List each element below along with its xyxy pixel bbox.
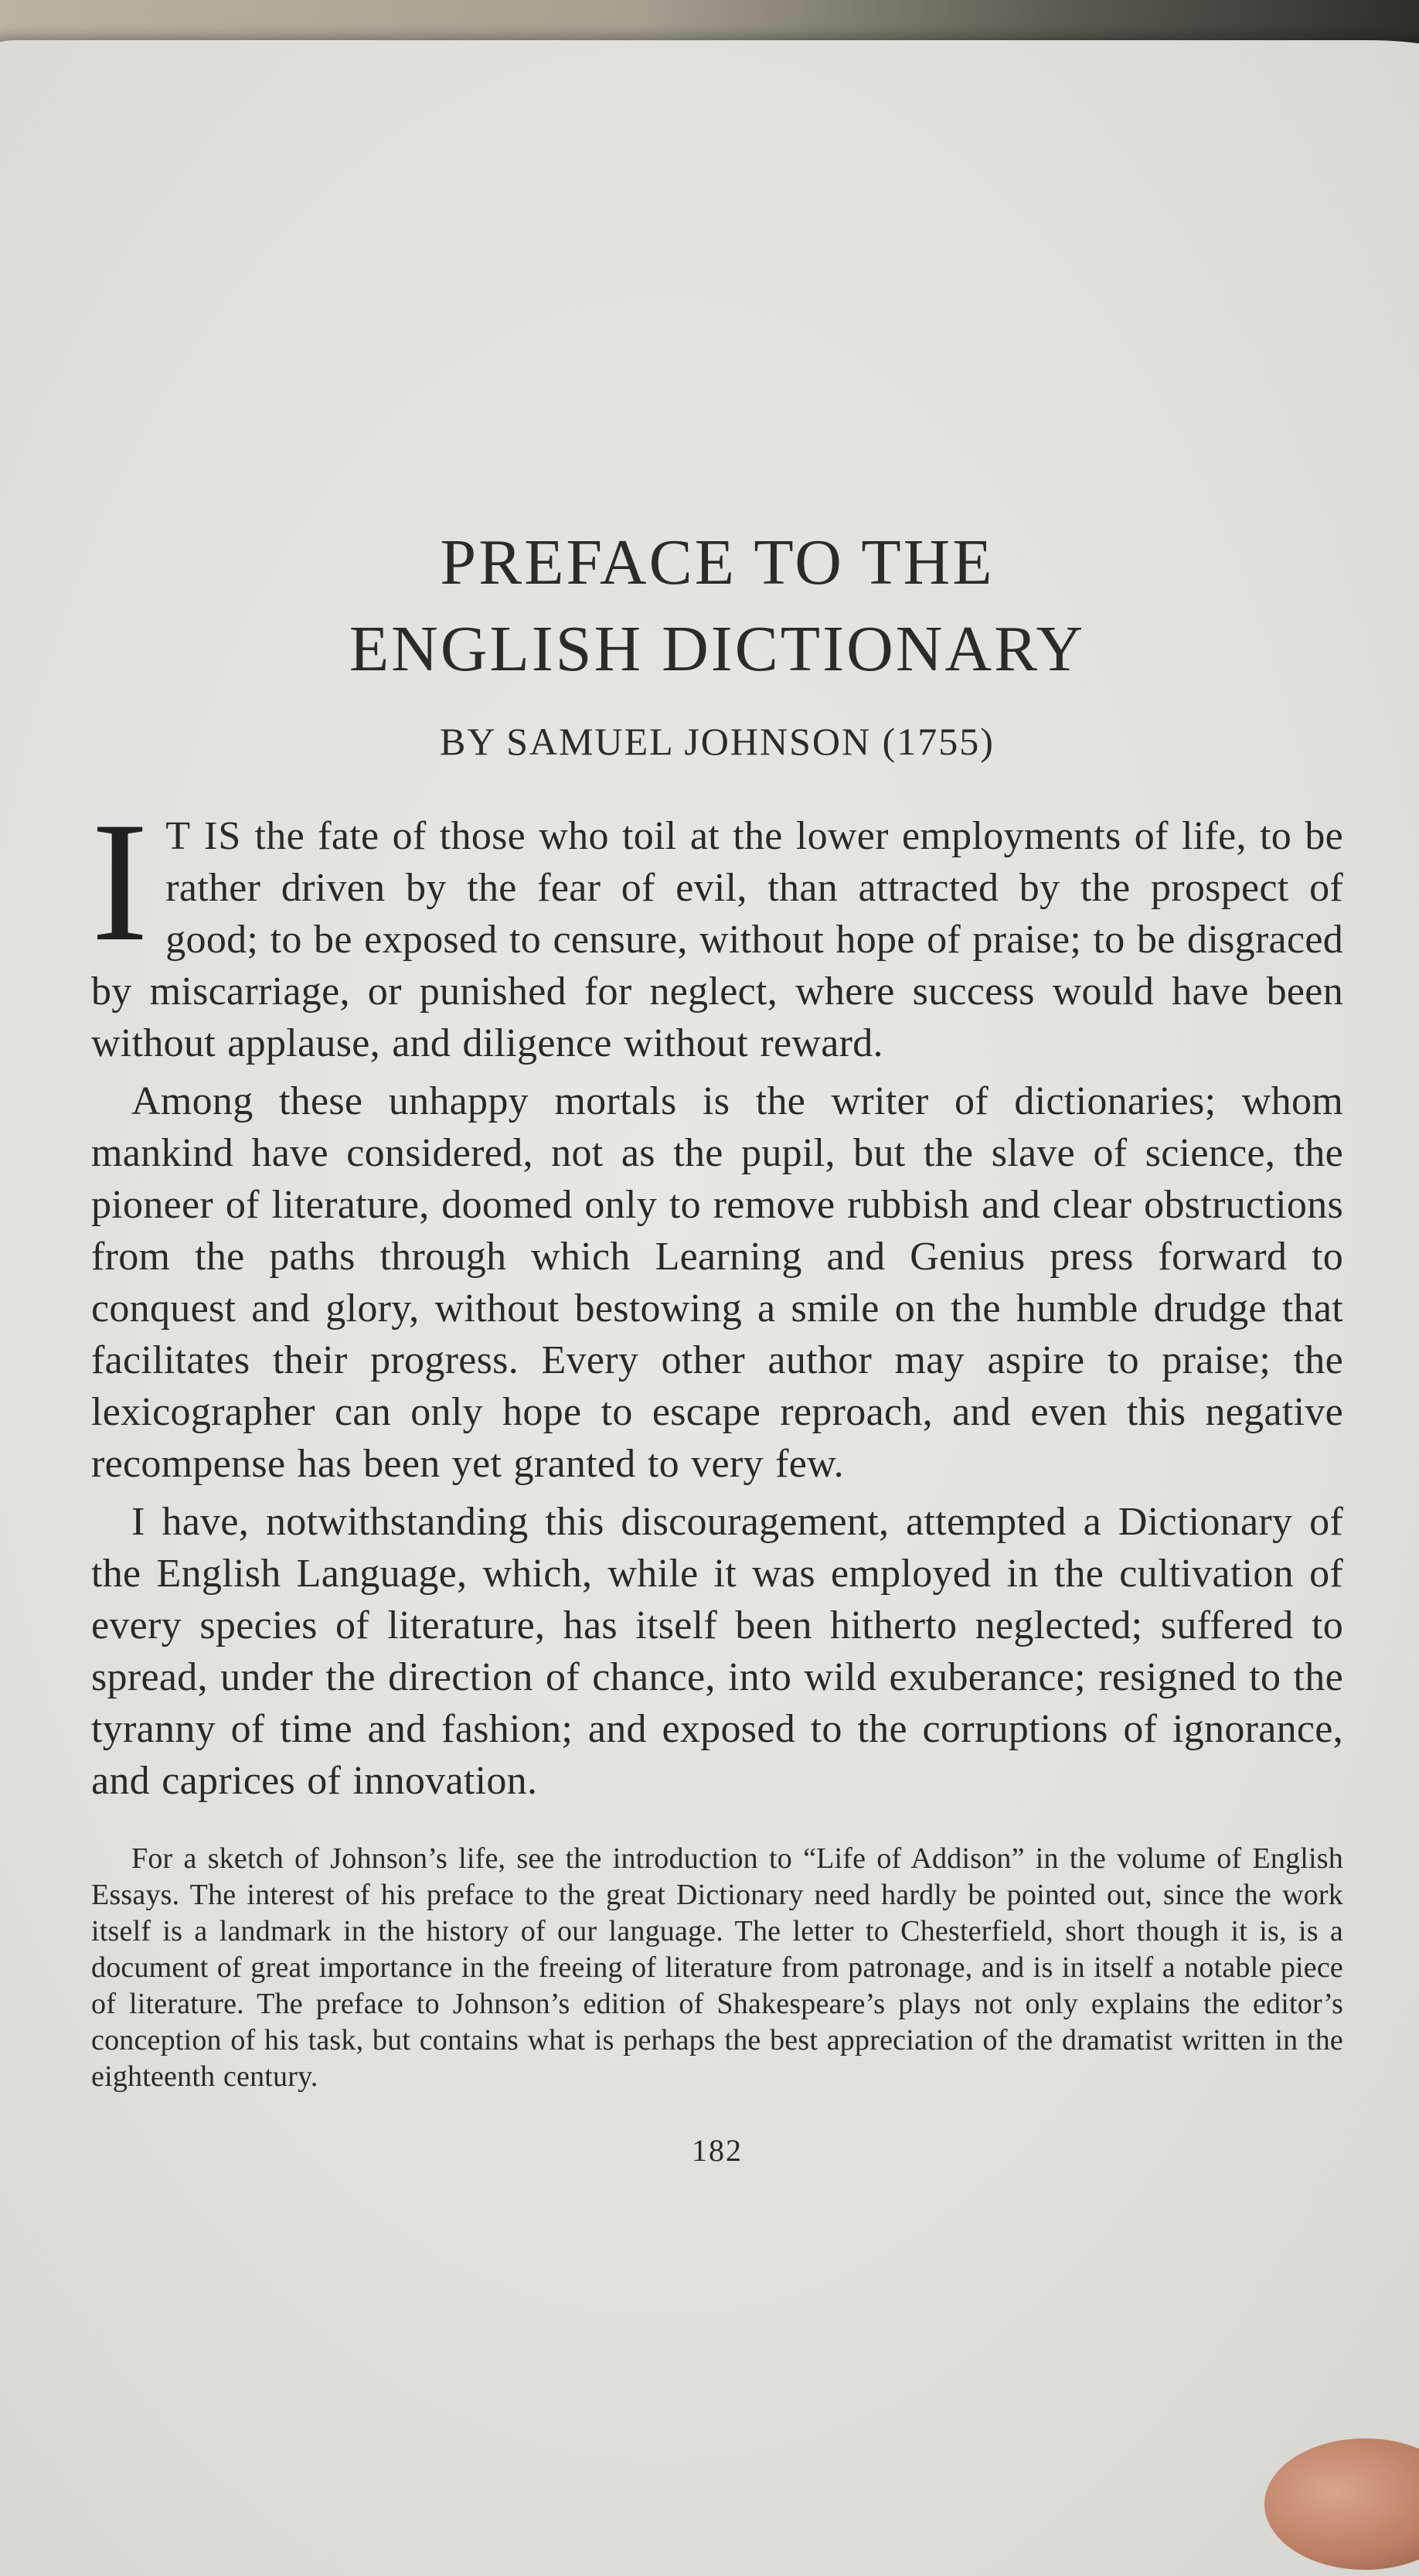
title-line-2: ENGLISH DICTIONARY xyxy=(349,613,1086,685)
paragraph-1 xyxy=(91,787,1344,1069)
book-page xyxy=(0,40,1419,2576)
footnote: For a sketch of Johnson’s life, see the introduction to “Life of Addison” in the volume of English Essays. The interest of his preface to the great Dictionary need hardly be pointed out, since the work itself is a landmark in the history of our language. The letter to Chesterfield, short though it is, is a document of great importance in the freeing of literature from patronage, and is in itself a notable piece of literature. The preface to Johnson’s edition of Shakespeare’s plays not only explains the editor’s conception of his task, but contains what is perhaps the best appreciation of the dramatist written in the eighteenth century. xyxy=(91,1842,1343,2093)
paragraph-2: Among these unhappy mortals is the writer of dictionaries; whom mankind have considered, not as the pupil, but the slave of science, the pioneer of literature, doomed only to remove rubbish and clear obstructions from the paths through which Learning and Genius press forward to conquest and glory, without bestowing a smile on the humble drudge that facilitates their progress. Every other author may aspire to praise; the lexicographer can only hope to escape reproach, and even this negative recompense has been yet granted to very few. xyxy=(91,1079,1343,1486)
title-line-1: PREFACE TO THE xyxy=(440,526,995,598)
page-number: 182 xyxy=(692,2133,743,2168)
drop-cap: I xyxy=(91,787,149,977)
paragraph-1-text: the fate of those who toil at the lower employments of life, to be rather driven by the fear of evil, than attracted by the prospect of good; to be exposed to censure, without hope of praise; to be disgraced by miscarriage, or punished for neglect, where success would have been without applause, and diligence without reward. xyxy=(91,814,1344,1065)
paragraph-3: I have, notwithstanding this discouragement, attempted a Dictionary of the English Language, which, while it was employed in the cultivation of every species of literature, has itself been hitherto neglected; suffered to spread, under the direction of chance, into wild exuberance; resigned to the tyranny of time and fashion; and exposed to the corruptions of ignorance, and caprices of innovation. xyxy=(91,1500,1343,1803)
author-byline: BY SAMUEL JOHNSON (1755) xyxy=(440,720,995,763)
paragraph-1-lead: T IS xyxy=(165,814,242,858)
page-content xyxy=(91,520,1343,2169)
page-title xyxy=(91,520,1343,693)
